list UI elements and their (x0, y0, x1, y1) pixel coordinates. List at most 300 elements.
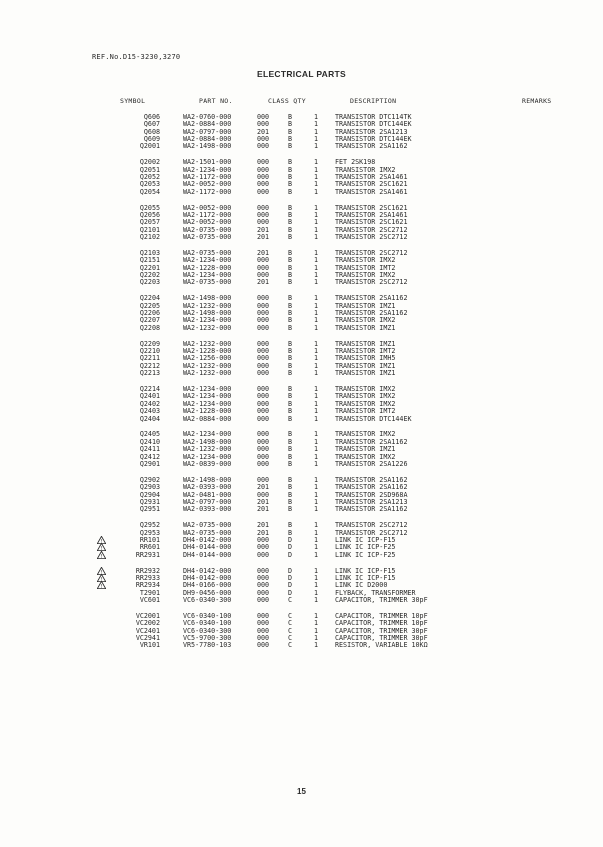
table-row (0, 641, 603, 649)
part-description: CAPACITOR, TRIMMER 30pF (335, 595, 428, 604)
part-symbol: Q2051 (139, 165, 160, 174)
part-symbol: Q2951 (139, 505, 160, 514)
part-number: WA2-0735-000 (183, 521, 232, 530)
part-description: TRANSISTOR IMT2 (335, 407, 396, 416)
quantity: 1 (314, 256, 319, 265)
part-number: WA2-0884-000 (183, 414, 232, 423)
class-type: B (288, 369, 293, 378)
quantity: 1 (314, 414, 319, 423)
quantity: 1 (314, 180, 319, 189)
part-number: WA2-0884-000 (183, 135, 232, 144)
part-description: TRANSISTOR 2SA1213 (335, 127, 408, 136)
part-number: WA2-1234-000 (183, 316, 232, 325)
class-type: B (288, 203, 293, 212)
part-number: WA2-1234-000 (183, 165, 232, 174)
part-symbol: Q2201 (139, 263, 160, 272)
part-description: TRANSISTOR IMZ1 (335, 323, 396, 332)
part-symbol: Q2411 (139, 445, 160, 454)
class-type: B (288, 528, 293, 537)
class-code: 000 (257, 626, 270, 635)
class-type: B (288, 459, 293, 468)
class-type: B (288, 361, 293, 370)
part-symbol: Q2405 (139, 430, 160, 439)
part-number: DH4-0142-000 (183, 535, 232, 544)
part-symbol: Q2209 (139, 339, 160, 348)
part-symbol: Q2904 (139, 490, 160, 499)
class-code: 201 (257, 483, 270, 492)
quantity: 1 (314, 452, 319, 461)
class-type: B (288, 445, 293, 454)
quantity: 1 (314, 633, 319, 642)
class-type: B (288, 211, 293, 220)
class-code: 000 (257, 316, 270, 325)
part-description: TRANSISTOR 2SC2712 (335, 225, 408, 234)
part-number: WA2-1232-000 (183, 445, 232, 454)
part-symbol: RR2933 (135, 573, 160, 582)
quantity: 1 (314, 566, 319, 575)
class-code: 201 (257, 528, 270, 537)
part-symbol: Q2403 (139, 407, 160, 416)
part-symbol: Q2205 (139, 301, 160, 310)
table-row (0, 188, 603, 196)
class-type: B (288, 271, 293, 280)
part-number: WA2-1498-000 (183, 294, 232, 303)
part-description: TRANSISTOR IMX2 (335, 271, 396, 280)
part-number: WA2-1234-000 (183, 399, 232, 408)
part-description: CAPACITOR, TRIMMER 10pF (335, 619, 428, 628)
part-description: TRANSISTOR DTC114TK (335, 113, 412, 121)
class-type: B (288, 316, 293, 325)
quantity: 1 (314, 475, 319, 484)
part-symbol: Q609 (143, 135, 160, 144)
part-description: TRANSISTOR 2SA1162 (335, 505, 408, 514)
class-code: 000 (257, 633, 270, 642)
class-code: 000 (257, 392, 270, 401)
part-description: TRANSISTOR IMZ1 (335, 369, 396, 378)
part-number: WA2-1228-000 (183, 347, 232, 356)
class-type: B (288, 392, 293, 401)
quantity: 1 (314, 581, 319, 590)
part-number: DH4-0142-000 (183, 566, 232, 575)
part-number: WA2-1228-000 (183, 263, 232, 272)
part-symbol: Q2214 (139, 385, 160, 394)
quantity: 1 (314, 430, 319, 439)
part-description: TRANSISTOR IMZ1 (335, 339, 396, 348)
class-code: 000 (257, 361, 270, 370)
part-description: TRANSISTOR IMX2 (335, 452, 396, 461)
class-type: B (288, 521, 293, 530)
part-number: WA2-0393-000 (183, 483, 232, 492)
class-code: 000 (257, 573, 270, 582)
part-symbol: Q2210 (139, 347, 160, 356)
part-symbol: Q2057 (139, 218, 160, 227)
part-symbol: Q2931 (139, 497, 160, 506)
part-number: WA2-1498-000 (183, 475, 232, 484)
class-code: 000 (257, 187, 270, 196)
part-description: TRANSISTOR IMZ1 (335, 301, 396, 310)
class-code: 000 (257, 158, 270, 167)
part-description: LINK IC ICP-F25 (335, 550, 396, 559)
part-symbol: Q2052 (139, 173, 160, 182)
quantity: 1 (314, 392, 319, 401)
part-symbol: Q2102 (139, 233, 160, 242)
part-symbol: Q2203 (139, 278, 160, 287)
class-code: 000 (257, 407, 270, 416)
part-symbol: RR601 (139, 543, 160, 552)
quantity: 1 (314, 354, 319, 363)
part-number: WA2-0839-000 (183, 459, 232, 468)
class-type: B (288, 173, 293, 182)
part-number: VR5-7780-103 (183, 641, 232, 650)
part-description: TRANSISTOR 2SA1162 (335, 142, 408, 151)
class-type: B (288, 483, 293, 492)
quantity: 1 (314, 595, 319, 604)
part-number: WA2-0735-000 (183, 278, 232, 287)
part-description: TRANSISTOR 2SD968A (335, 490, 408, 499)
class-code: 201 (257, 249, 270, 258)
part-symbol: Q2410 (139, 437, 160, 446)
part-symbol: Q2202 (139, 271, 160, 280)
class-type: C (288, 626, 293, 635)
part-number: WA2-1234-000 (183, 452, 232, 461)
part-description: TRANSISTOR 2SA1162 (335, 437, 408, 446)
class-code: 000 (257, 543, 270, 552)
part-symbol: RR2931 (135, 550, 160, 559)
svg-text:!: ! (100, 569, 103, 575)
quantity: 1 (314, 385, 319, 394)
class-type: B (288, 218, 293, 227)
part-description: TRANSISTOR IMX2 (335, 399, 396, 408)
class-code: 000 (257, 452, 270, 461)
part-symbol: VC2002 (135, 619, 160, 628)
class-type: B (288, 399, 293, 408)
part-number: WA2-1228-000 (183, 407, 232, 416)
part-description: TRANSISTOR DTC144EK (335, 135, 412, 144)
part-number: DH4-0144-000 (183, 543, 232, 552)
class-type: B (288, 414, 293, 423)
part-symbol: Q2103 (139, 249, 160, 258)
class-type: D (288, 588, 293, 597)
class-type: D (288, 535, 293, 544)
part-description: TRANSISTOR IMX2 (335, 165, 396, 174)
part-symbol: Q2402 (139, 399, 160, 408)
header-symbol: SYMBOL (120, 97, 146, 105)
quantity: 1 (314, 543, 319, 552)
page-title: ELECTRICAL PARTS (256, 69, 346, 79)
quantity: 1 (314, 445, 319, 454)
part-description: RESISTOR, VARIABLE 10KΩ (335, 641, 428, 650)
part-number: WA2-1232-000 (183, 369, 232, 378)
quantity: 1 (314, 127, 319, 136)
table-row (0, 278, 603, 286)
class-type: B (288, 475, 293, 484)
class-code: 000 (257, 490, 270, 499)
part-description: TRANSISTOR DTC144EK (335, 120, 412, 129)
part-number: DH4-0142-000 (183, 573, 232, 582)
quantity: 1 (314, 113, 319, 121)
quantity: 1 (314, 550, 319, 559)
part-number: VC6-0340-300 (183, 626, 232, 635)
part-description: LINK IC ICP-F25 (335, 543, 396, 552)
class-type: D (288, 581, 293, 590)
class-type: B (288, 278, 293, 287)
part-number: WA2-1498-000 (183, 309, 232, 318)
part-description: TRANSISTOR IMT2 (335, 263, 396, 272)
quantity: 1 (314, 187, 319, 196)
part-description: TRANSISTOR 2SA1162 (335, 475, 408, 484)
part-number: VC6-0340-100 (183, 619, 232, 628)
part-symbol: Q2211 (139, 354, 160, 363)
part-number: WA2-1232-000 (183, 361, 232, 370)
part-description: TRANSISTOR 2SA1162 (335, 294, 408, 303)
svg-text:!: ! (100, 576, 103, 582)
class-code: 000 (257, 120, 270, 129)
class-type: B (288, 135, 293, 144)
class-code: 000 (257, 535, 270, 544)
class-type: C (288, 611, 293, 620)
part-number: WA2-1172-000 (183, 173, 232, 182)
part-number: WA2-0052-000 (183, 203, 232, 212)
quantity: 1 (314, 158, 319, 167)
part-symbol: VC2941 (135, 633, 160, 642)
class-code: 000 (257, 588, 270, 597)
part-symbol: Q2952 (139, 521, 160, 530)
class-type: B (288, 309, 293, 318)
part-description: TRANSISTOR 2SC2712 (335, 528, 408, 537)
class-code: 201 (257, 278, 270, 287)
part-description: TRANSISTOR 2SA1461 (335, 211, 408, 220)
table-row (0, 233, 603, 241)
quantity: 1 (314, 528, 319, 537)
part-number: WA2-0884-000 (183, 120, 232, 129)
class-type: B (288, 301, 293, 310)
part-number: WA2-0797-000 (183, 497, 232, 506)
part-description: TRANSISTOR 2SC2712 (335, 278, 408, 287)
class-type: D (288, 550, 293, 559)
part-description: CAPACITOR, TRIMMER 30pF (335, 626, 428, 635)
part-description: LINK IC ICP-F15 (335, 535, 396, 544)
class-code: 000 (257, 135, 270, 144)
quantity: 1 (314, 483, 319, 492)
part-number: DH9-0456-000 (183, 588, 232, 597)
part-description: TRANSISTOR 2SC1621 (335, 218, 408, 227)
part-number: WA2-1256-000 (183, 354, 232, 363)
part-description: TRANSISTOR IMX2 (335, 430, 396, 439)
class-code: 000 (257, 430, 270, 439)
part-number: VC5-9700-300 (183, 633, 232, 642)
part-number: WA2-1172-000 (183, 211, 232, 220)
table-row (0, 324, 603, 332)
class-type: B (288, 452, 293, 461)
class-type: B (288, 263, 293, 272)
class-type: B (288, 347, 293, 356)
class-type: D (288, 573, 293, 582)
class-code: 000 (257, 339, 270, 348)
part-symbol: Q2404 (139, 414, 160, 423)
part-description: TRANSISTOR 2SA1162 (335, 483, 408, 492)
class-code: 201 (257, 497, 270, 506)
class-code: 000 (257, 595, 270, 604)
class-code: 000 (257, 263, 270, 272)
class-code: 000 (257, 173, 270, 182)
class-type: B (288, 407, 293, 416)
quantity: 1 (314, 173, 319, 182)
svg-text:!: ! (100, 538, 103, 544)
part-description: CAPACITOR, TRIMMER 10pF (335, 611, 428, 620)
class-type: C (288, 633, 293, 642)
part-symbol: Q2953 (139, 528, 160, 537)
class-code: 000 (257, 271, 270, 280)
part-symbol: Q2151 (139, 256, 160, 265)
part-number: WA2-1234-000 (183, 271, 232, 280)
part-symbol: Q2055 (139, 203, 160, 212)
part-number: WA2-1232-000 (183, 323, 232, 332)
part-number: WA2-1234-000 (183, 430, 232, 439)
quantity: 1 (314, 459, 319, 468)
class-code: 000 (257, 581, 270, 590)
part-symbol: VR101 (139, 641, 160, 650)
quantity: 1 (314, 437, 319, 446)
part-description: TRANSISTOR DTC144EK (335, 414, 412, 423)
part-symbol: VC2401 (135, 626, 160, 635)
part-number: WA2-0052-000 (183, 218, 232, 227)
class-code: 000 (257, 113, 270, 121)
quantity: 1 (314, 249, 319, 258)
class-code: 000 (257, 347, 270, 356)
class-type: B (288, 385, 293, 394)
part-description: TRANSISTOR 2SC2712 (335, 233, 408, 242)
part-number: WA2-1498-000 (183, 437, 232, 446)
quantity: 1 (314, 361, 319, 370)
class-type: B (288, 158, 293, 167)
part-description: FLYBACK, TRANSFORMER (335, 588, 416, 597)
class-code: 000 (257, 203, 270, 212)
part-symbol: RR2934 (135, 581, 160, 590)
part-symbol: Q2001 (139, 142, 160, 151)
class-type: B (288, 249, 293, 258)
class-type: B (288, 437, 293, 446)
part-symbol: Q2902 (139, 475, 160, 484)
part-symbol: Q2207 (139, 316, 160, 325)
part-number: WA2-0735-000 (183, 233, 232, 242)
quantity: 1 (314, 309, 319, 318)
quantity: 1 (314, 211, 319, 220)
part-symbol: Q2212 (139, 361, 160, 370)
class-code: 000 (257, 218, 270, 227)
header-class-qty: CLASS QTY (268, 97, 306, 105)
quantity: 1 (314, 407, 319, 416)
part-symbol: Q2054 (139, 187, 160, 196)
part-description: TRANSISTOR IMT2 (335, 347, 396, 356)
part-symbol: Q2204 (139, 294, 160, 303)
class-code: 000 (257, 475, 270, 484)
part-number: DH4-0166-000 (183, 581, 232, 590)
class-code: 000 (257, 619, 270, 628)
part-description: TRANSISTOR IMZ1 (335, 361, 396, 370)
quantity: 1 (314, 278, 319, 287)
part-number: VC6-0340-100 (183, 611, 232, 620)
class-type: C (288, 641, 293, 650)
class-code: 000 (257, 294, 270, 303)
table-row (0, 505, 603, 513)
class-type: B (288, 142, 293, 151)
class-type: B (288, 113, 293, 121)
part-number: WA2-1498-000 (183, 142, 232, 151)
quantity: 1 (314, 573, 319, 582)
header-description: DESCRIPTION (350, 97, 397, 105)
quantity: 1 (314, 490, 319, 499)
quantity: 1 (314, 588, 319, 597)
quantity: 1 (314, 294, 319, 303)
quantity: 1 (314, 165, 319, 174)
part-symbol: VC2001 (135, 611, 160, 620)
table-row (0, 142, 603, 150)
quantity: 1 (314, 120, 319, 129)
part-symbol: Q2206 (139, 309, 160, 318)
page-number: 15 (297, 787, 306, 796)
part-description: TRANSISTOR 2SC1621 (335, 180, 408, 189)
class-code: 000 (257, 369, 270, 378)
class-code: 201 (257, 505, 270, 514)
part-symbol: Q606 (143, 113, 160, 121)
part-description: TRANSISTOR IMZ1 (335, 445, 396, 454)
part-symbol: Q2208 (139, 323, 160, 332)
part-number: WA2-1234-000 (183, 256, 232, 265)
class-code: 000 (257, 611, 270, 620)
class-type: C (288, 595, 293, 604)
class-type: C (288, 619, 293, 628)
part-description: TRANSISTOR 2SC1621 (335, 203, 408, 212)
header-part-no: PART NO. (199, 97, 233, 105)
class-type: B (288, 339, 293, 348)
part-description: TRANSISTOR IMX2 (335, 256, 396, 265)
part-description: LINK IC D2000 (335, 581, 388, 590)
part-number: WA2-0481-000 (183, 490, 232, 499)
class-type: B (288, 225, 293, 234)
class-type: B (288, 233, 293, 242)
quantity: 1 (314, 611, 319, 620)
svg-text:!: ! (100, 553, 103, 559)
quantity: 1 (314, 521, 319, 530)
class-code: 201 (257, 127, 270, 136)
part-symbol: VC601 (139, 595, 160, 604)
part-number: WA2-0797-000 (183, 127, 232, 136)
part-description: TRANSISTOR 2SA1162 (335, 309, 408, 318)
quantity: 1 (314, 316, 319, 325)
class-code: 201 (257, 225, 270, 234)
part-number: WA2-1234-000 (183, 392, 232, 401)
table-row (0, 415, 603, 423)
part-symbol: Q2101 (139, 225, 160, 234)
part-description: LINK IC ICP-F15 (335, 566, 396, 575)
class-type: D (288, 566, 293, 575)
part-symbol: Q2903 (139, 483, 160, 492)
class-code: 000 (257, 211, 270, 220)
class-type: D (288, 543, 293, 552)
quantity: 1 (314, 535, 319, 544)
class-code: 000 (257, 323, 270, 332)
part-description: TRANSISTOR 2SC2712 (335, 521, 408, 530)
class-code: 000 (257, 142, 270, 151)
class-code: 000 (257, 641, 270, 650)
part-number: WA2-1501-000 (183, 158, 232, 167)
table-row (0, 551, 603, 559)
class-code: 201 (257, 233, 270, 242)
quantity: 1 (314, 301, 319, 310)
quantity: 1 (314, 347, 319, 356)
part-number: WA2-0735-000 (183, 249, 232, 258)
class-code: 000 (257, 566, 270, 575)
